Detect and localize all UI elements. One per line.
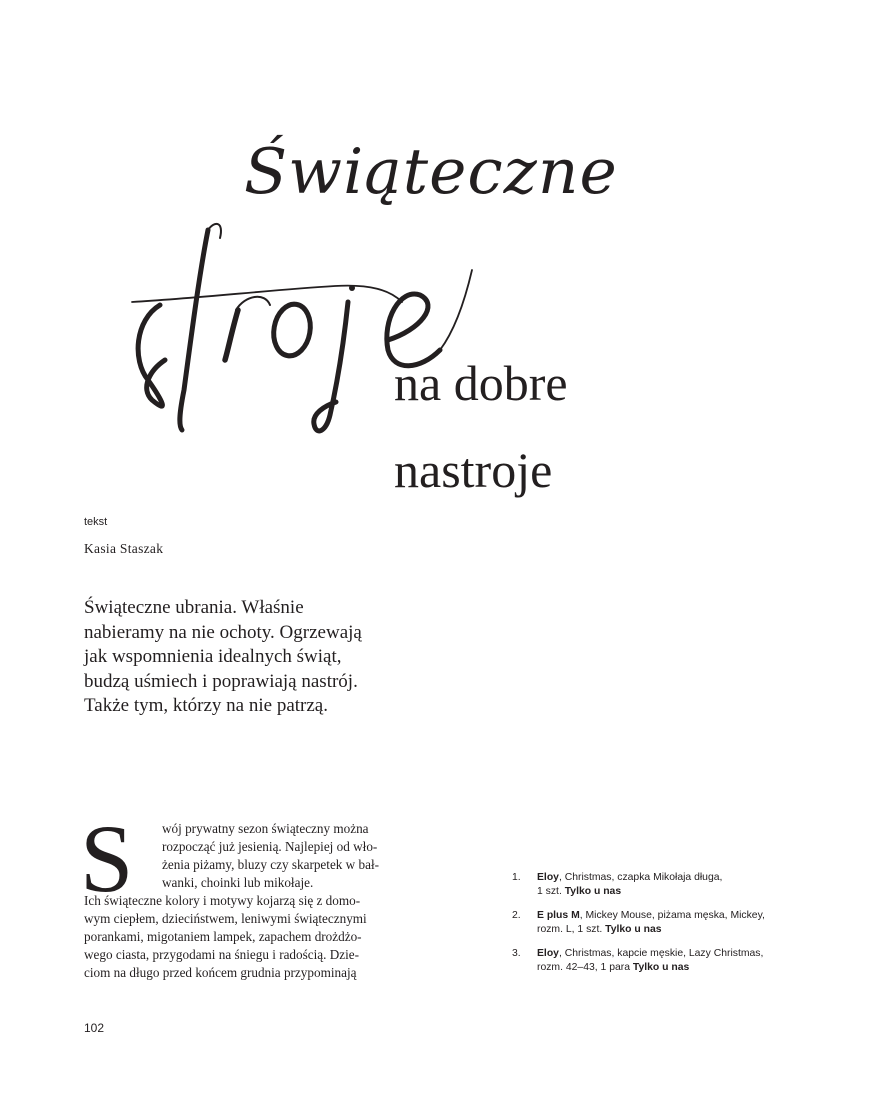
product-number: 1. xyxy=(512,872,521,883)
product-line xyxy=(537,871,812,885)
body-line: Ich świąteczne kolory i motywy kojarzą się z domo- xyxy=(84,893,361,908)
title-nastroje: nastroje xyxy=(394,442,553,498)
lead-line: Świąteczne ubrania. Właśnie xyxy=(84,597,304,618)
page-number: 102 xyxy=(84,1021,105,1035)
product-number: 3. xyxy=(512,948,521,959)
product-brand: Eloy xyxy=(537,872,559,883)
body-line: żenia piżamy, bluzy czy skarpetek w bał- xyxy=(162,857,380,872)
product-details: rozm. 42–43, 1 para xyxy=(537,961,633,973)
product-line xyxy=(537,961,812,975)
product-details: 1 szt. xyxy=(537,885,565,897)
product-brand: E plus M xyxy=(537,910,580,921)
body-line: wanki, choinki lub mikołaje. xyxy=(162,875,314,890)
body-line: wój prywatny sezon świąteczny można xyxy=(162,821,369,836)
article-body xyxy=(84,820,414,982)
product-description: , Christmas, kapcie męskie, Lazy Christmas, xyxy=(558,948,764,959)
product-tag: Tylko u nas xyxy=(605,923,662,935)
product-number: 2. xyxy=(512,910,521,921)
lead-line: Także tym, którzy na nie patrzą. xyxy=(84,695,328,716)
product-line xyxy=(537,947,812,961)
lead-paragraph xyxy=(84,596,424,719)
title-na-dobre: na dobre xyxy=(394,355,568,411)
product-line xyxy=(537,909,812,923)
product-description: , Christmas, czapka Mikołaja długa, xyxy=(558,872,723,883)
body-line: rozpocząć już jesienią. Najlepiej od wło- xyxy=(162,839,378,854)
product-description: , Mickey Mouse, piżama męska, Mickey, xyxy=(579,910,765,921)
product-details: rozm. L, 1 szt. xyxy=(537,923,606,935)
body-line: wym ciepłem, dzieciństwem, leniwymi świątecznymi xyxy=(84,911,367,926)
title-script-stroje xyxy=(120,210,490,450)
body-line: wego ciasta, przygodami na śniegu i radością. Dzie- xyxy=(84,947,360,962)
product-list xyxy=(512,871,812,985)
product-tag: Tylko u nas xyxy=(632,961,690,973)
lead-line: budzą uśmiech i poprawiają nastrój. xyxy=(84,670,358,692)
product-item xyxy=(512,947,812,974)
product-brand: Eloy xyxy=(537,948,559,959)
body-line: ciom na długo przed końcem grudnia przypominają xyxy=(84,965,357,980)
title-swiateczne: Świąteczne xyxy=(244,135,618,208)
author-name: Kasia Staszak xyxy=(84,541,164,556)
product-item xyxy=(512,871,812,898)
product-line xyxy=(537,885,812,899)
body-line: porankami, migotaniem lampek, zapachem drożdżo- xyxy=(84,929,362,944)
drop-cap: S xyxy=(80,805,134,912)
lead-line: jak wspomnienia idealnych świąt, xyxy=(84,646,342,667)
credit-label: tekst xyxy=(84,516,108,528)
product-line xyxy=(537,923,812,937)
product-tag: Tylko u nas xyxy=(564,885,622,897)
lead-line: nabieramy na nie ochoty. Ogrzewają xyxy=(84,621,362,643)
product-item xyxy=(512,909,812,936)
